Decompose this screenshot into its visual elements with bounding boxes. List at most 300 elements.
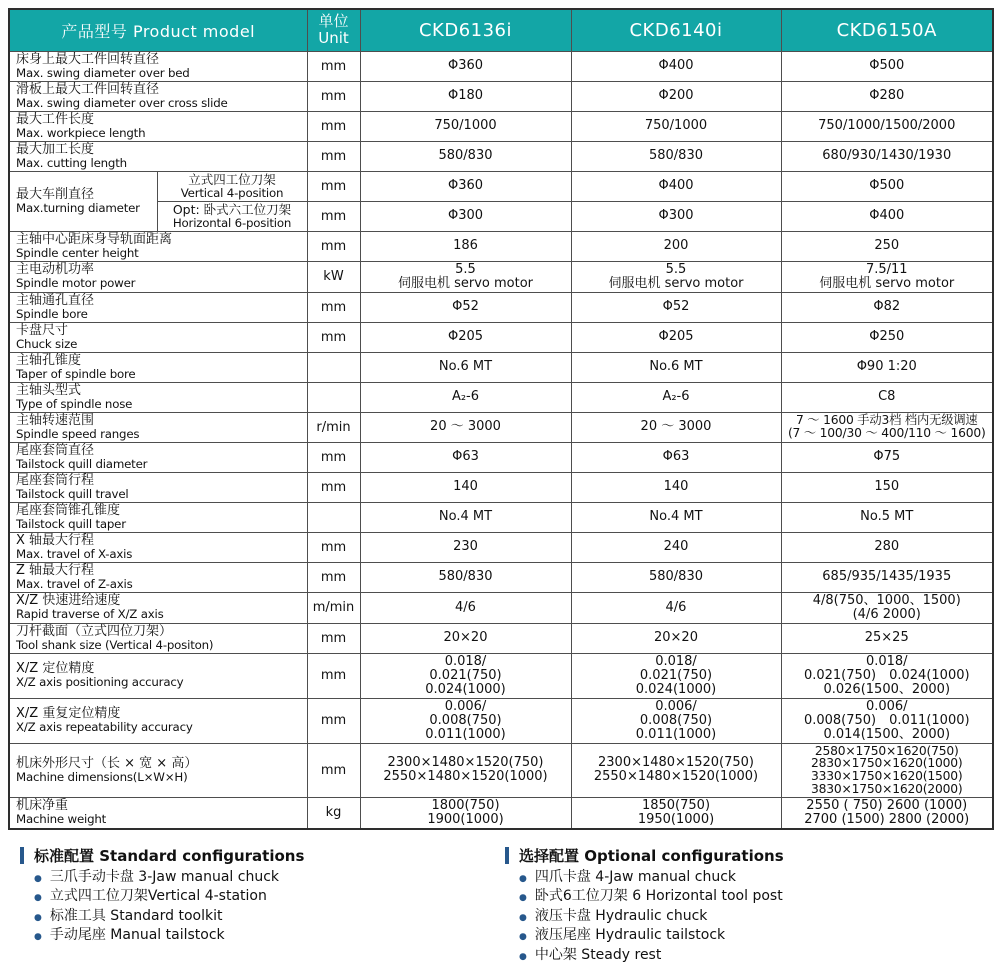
label-en: X/Z axis repeatability accuracy <box>16 720 193 734</box>
value-cell <box>571 201 781 231</box>
value-line: 7.5/11 <box>865 261 908 277</box>
bullet-icon: ● <box>34 893 42 904</box>
value-cell <box>781 322 993 352</box>
value-line: 2550×1480×1520(1000) <box>593 769 759 785</box>
value-line: 2550 ( 750) 2600 (1000) <box>806 797 968 813</box>
value-line: 20×20 <box>443 630 488 645</box>
value-cell <box>781 201 993 231</box>
row-label <box>9 653 307 698</box>
label-en: Max. travel of Z-axis <box>16 576 133 591</box>
row-sublabel <box>157 171 307 201</box>
value-line: 20 ～ 3000 <box>430 419 501 434</box>
list-item <box>34 869 505 889</box>
table-row <box>9 171 993 201</box>
table-row <box>9 201 993 231</box>
label-en: Max. workpiece length <box>16 125 146 140</box>
label-cn: 机床净重 <box>16 798 69 814</box>
value-line: Φ52 <box>452 299 479 314</box>
product-model-header: 产品型号 Product model <box>9 9 307 51</box>
value-line: 680/930/1430/1930 <box>822 148 952 163</box>
label-cn: X/Z 重复定位精度 <box>16 706 121 721</box>
unit-header <box>307 9 360 51</box>
standard-configurations-list <box>20 869 505 947</box>
label-cn: 机床外形尺寸（长 × 宽 × 高） <box>16 755 198 771</box>
value-line: 0.011(1000) <box>635 726 717 742</box>
row-label <box>9 141 307 171</box>
value-cell <box>360 51 571 81</box>
unit-cell: mm <box>307 141 360 171</box>
value-cell <box>571 743 781 797</box>
label-cn: 尾座套筒直径 <box>16 442 95 458</box>
table-row <box>9 81 993 111</box>
label-cn: 主电动机功率 <box>16 262 95 277</box>
label-cn: 主轴孔锥度 <box>16 352 82 368</box>
label-en: Max. swing diameter over bed <box>16 65 190 80</box>
value-line: 2550×1480×1520(1000) <box>383 769 548 785</box>
value-line: No.6 MT <box>438 359 493 374</box>
value-line: 2830×1750×1620(1000) <box>811 756 963 771</box>
value-cell <box>360 261 571 292</box>
value-cell <box>781 653 993 698</box>
table-row <box>9 797 993 829</box>
bullet-icon: ● <box>519 912 527 923</box>
table-row <box>9 623 993 653</box>
model-header-ckd6136i: CKD6136i <box>360 9 571 51</box>
label-cn: 最大工件长度 <box>16 111 95 127</box>
label-en: Taper of spindle bore <box>16 366 136 381</box>
value-cell <box>781 352 993 382</box>
bullet-icon: ● <box>519 893 527 904</box>
row-label <box>9 231 307 261</box>
row-label <box>9 51 307 81</box>
value-line: Φ75 <box>873 449 901 464</box>
value-cell <box>571 51 781 81</box>
value-cell <box>360 653 571 698</box>
value-cell <box>571 562 781 592</box>
table-row <box>9 532 993 562</box>
value-line: A₂-6 <box>662 389 690 404</box>
unit-cell: mm <box>307 532 360 562</box>
spec-table <box>8 8 994 830</box>
value-line: Φ300 <box>447 208 484 223</box>
value-cell <box>571 698 781 743</box>
value-line: 580/830 <box>648 569 703 584</box>
table-row <box>9 292 993 322</box>
unit-cell: mm <box>307 472 360 502</box>
value-line: 150 <box>874 479 900 494</box>
value-cell <box>360 81 571 111</box>
value-line: Φ52 <box>662 299 690 314</box>
value-cell <box>571 412 781 442</box>
label-en: Max. cutting length <box>16 155 127 170</box>
value-cell <box>360 797 571 829</box>
value-line: 5.5 <box>665 261 687 277</box>
value-cell <box>781 472 993 502</box>
value-cell <box>781 698 993 743</box>
label-cn: 最大加工长度 <box>16 141 95 157</box>
row-label <box>9 502 307 532</box>
value-line: Φ180 <box>447 88 484 103</box>
value-cell <box>571 592 781 623</box>
label-en: Horizontal 6-position <box>172 215 292 230</box>
label-en: Machine dimensions(L×W×H) <box>16 769 188 784</box>
value-line: 伺服电机 servo motor <box>608 275 744 291</box>
value-cell <box>781 592 993 623</box>
value-line: 0.008(750) <box>429 712 502 728</box>
optional-configurations-title <box>505 845 1000 866</box>
value-line: 0.008(750) <box>639 712 713 728</box>
value-cell <box>360 231 571 261</box>
list-item-label: 四爪卡盘 4-Jaw manual chuck <box>534 868 737 885</box>
list-item-label: 中心架 Steady rest <box>534 946 662 963</box>
section-bar-icon <box>20 847 24 864</box>
row-label <box>9 623 307 653</box>
value-line: 3830×1750×1620(2000) <box>811 781 963 796</box>
label-cn: 尾座套筒锥孔锥度 <box>16 502 121 518</box>
value-line: 0.018/ <box>865 653 908 669</box>
value-line: A₂-6 <box>451 389 480 404</box>
unit-cell <box>307 352 360 382</box>
value-cell <box>571 261 781 292</box>
value-line: 0.024(1000) <box>635 681 717 697</box>
row-label <box>9 111 307 141</box>
value-line: 250 <box>874 238 900 253</box>
optional-configurations-list <box>505 869 1000 966</box>
spec-sheet-page <box>0 8 1000 963</box>
value-line: Φ500 <box>869 178 905 193</box>
label-en: Chuck size <box>16 336 78 351</box>
value-line: Φ90 1:20 <box>856 359 917 374</box>
label-en: Machine weight <box>16 812 107 827</box>
label-en: Tailstock quill travel <box>16 486 129 501</box>
label-en: Tailstock quill diameter <box>16 456 148 471</box>
value-cell <box>781 743 993 797</box>
value-line: Φ400 <box>869 208 905 223</box>
row-label <box>9 292 307 322</box>
value-line: Φ63 <box>452 449 479 464</box>
value-line: 1800(750) <box>431 797 500 813</box>
list-item <box>519 927 1000 947</box>
table-row <box>9 111 993 141</box>
table-row <box>9 562 993 592</box>
value-cell <box>571 653 781 698</box>
unit-header-cn: 单位 <box>318 12 349 31</box>
value-line: 0.006/ <box>655 698 697 714</box>
table-row <box>9 653 993 698</box>
value-line: 750/1000/1500/2000 <box>818 118 956 133</box>
table-row <box>9 412 993 442</box>
value-cell <box>360 442 571 472</box>
unit-cell <box>307 502 360 532</box>
list-item <box>34 888 505 908</box>
value-line: 240 <box>663 539 689 554</box>
label-en: Vertical 4-position <box>180 185 284 200</box>
value-line: 0.018/ <box>444 653 487 669</box>
label-en: Rapid traverse of X/Z axis <box>16 607 164 621</box>
value-line: Φ400 <box>658 178 694 193</box>
value-line: 20 ～ 3000 <box>640 419 712 434</box>
list-item <box>519 947 1000 966</box>
value-line: 580/830 <box>438 569 493 584</box>
list-item-label: 卧式6工位刀架 6 Horizontal tool post <box>534 888 783 905</box>
standard-configurations <box>20 845 505 966</box>
value-cell <box>781 261 993 292</box>
value-cell <box>571 171 781 201</box>
list-item <box>34 927 505 947</box>
value-line: 230 <box>453 539 478 554</box>
unit-cell: mm <box>307 743 360 797</box>
bullet-icon: ● <box>519 873 527 884</box>
label-cn: 主轴中心距床身导轨面距离 <box>16 231 173 247</box>
label-cn: 主轴头型式 <box>16 382 82 398</box>
value-line: Φ205 <box>658 329 694 344</box>
bullet-icon: ● <box>34 873 42 884</box>
value-line: 2700 (1500) 2800 (2000) <box>804 811 970 827</box>
value-cell <box>781 141 993 171</box>
unit-cell: mm <box>307 442 360 472</box>
unit-header-en: Unit <box>318 29 349 48</box>
value-line: 580/830 <box>648 148 703 163</box>
value-cell <box>360 352 571 382</box>
value-cell <box>360 382 571 412</box>
list-item-label: 手动尾座 Manual tailstock <box>49 927 225 944</box>
header-row <box>9 9 993 51</box>
value-line: (4/6 2000) <box>852 606 921 622</box>
value-line: 4/6 <box>665 599 687 615</box>
value-line: 140 <box>453 479 478 494</box>
label-cn: Z 轴最大行程 <box>16 562 95 578</box>
label-cn: 卡盘尺寸 <box>16 322 69 338</box>
value-line: 580/830 <box>438 148 493 163</box>
unit-cell: mm <box>307 171 360 201</box>
row-label <box>9 592 307 623</box>
value-line: 0.024(1000) <box>425 681 506 697</box>
value-cell <box>571 141 781 171</box>
unit-cell: kg <box>307 797 360 829</box>
value-line: Φ205 <box>447 329 484 344</box>
value-line: 1900(1000) <box>427 811 504 827</box>
unit-cell: mm <box>307 81 360 111</box>
label-cn: X 轴最大行程 <box>16 532 95 548</box>
value-cell <box>360 111 571 141</box>
row-label <box>9 743 307 797</box>
unit-cell: mm <box>307 292 360 322</box>
table-row <box>9 472 993 502</box>
value-cell <box>360 322 571 352</box>
table-row <box>9 442 993 472</box>
value-line: Φ82 <box>873 299 901 314</box>
value-line: 0.008(750) 0.011(1000) <box>803 712 970 728</box>
standard-configurations-title-text: 标准配置 Standard configurations <box>34 846 305 865</box>
label-cn: 主轴转速范围 <box>16 412 95 428</box>
spec-table-body <box>9 51 993 829</box>
value-line: 伺服电机 servo motor <box>397 275 534 291</box>
value-cell <box>571 797 781 829</box>
bullet-icon: ● <box>519 932 527 943</box>
value-line: 140 <box>663 479 689 494</box>
value-cell <box>781 797 993 829</box>
row-label <box>9 797 307 829</box>
label-en: Type of spindle nose <box>16 396 133 411</box>
label-cn: X/Z 快速进给速度 <box>16 593 121 608</box>
value-cell <box>571 472 781 502</box>
configurations-section <box>20 845 1000 966</box>
spec-table-header <box>9 9 993 51</box>
label-en: Tool shank size (Vertical 4-positon) <box>16 637 214 652</box>
value-line: 0.006/ <box>865 698 908 714</box>
value-cell <box>571 502 781 532</box>
row-label <box>9 698 307 743</box>
list-item <box>519 869 1000 889</box>
label-en: Max. swing diameter over cross slide <box>16 95 228 110</box>
value-line: 0.026(1500、2000) <box>823 681 951 697</box>
value-line: 0.011(1000) <box>425 726 506 742</box>
value-cell <box>360 292 571 322</box>
bullet-icon: ● <box>34 912 42 923</box>
value-line: 0.021(750) 0.024(1000) <box>803 667 970 683</box>
unit-cell: mm <box>307 231 360 261</box>
table-row <box>9 502 993 532</box>
table-row <box>9 352 993 382</box>
value-line: Φ280 <box>869 88 905 103</box>
row-label <box>9 322 307 352</box>
value-line: 1850(750) <box>641 797 711 813</box>
value-line: 2300×1480×1520(750) <box>598 755 754 771</box>
value-cell <box>781 532 993 562</box>
table-row <box>9 261 993 292</box>
value-cell <box>781 51 993 81</box>
value-cell <box>360 562 571 592</box>
row-label <box>9 352 307 382</box>
value-line: Φ250 <box>869 329 905 344</box>
row-sublabel <box>157 201 307 231</box>
value-line: (7 ～ 100/30 ～ 400/110 ～ 1600) <box>787 426 986 440</box>
value-line: 685/935/1435/1935 <box>822 569 952 584</box>
value-cell <box>781 623 993 653</box>
bullet-icon: ● <box>519 951 527 962</box>
value-line: 280 <box>874 539 900 554</box>
value-line: 200 <box>663 238 689 253</box>
value-cell <box>360 502 571 532</box>
bullet-icon: ● <box>34 932 42 943</box>
label-cn: Opt: 卧式六工位刀架 <box>172 201 292 217</box>
row-label <box>9 81 307 111</box>
value-line: 0.018/ <box>655 653 697 669</box>
label-en: Spindle motor power <box>16 276 136 290</box>
unit-cell: mm <box>307 623 360 653</box>
list-item-label: 液压卡盘 Hydraulic chuck <box>534 907 708 924</box>
value-cell <box>781 442 993 472</box>
unit-cell: r/min <box>307 412 360 442</box>
value-line: Φ360 <box>447 58 484 73</box>
value-line: 750/1000 <box>434 118 497 133</box>
label-cn: 尾座套筒行程 <box>16 472 95 488</box>
table-row <box>9 592 993 623</box>
value-cell <box>781 502 993 532</box>
table-row <box>9 51 993 81</box>
unit-cell: mm <box>307 201 360 231</box>
section-bar-icon <box>505 847 509 864</box>
value-cell <box>781 292 993 322</box>
value-line: Φ500 <box>869 58 905 73</box>
list-item-label: 液压尾座 Hydraulic tailstock <box>534 927 726 944</box>
value-cell <box>571 623 781 653</box>
row-label <box>9 442 307 472</box>
label-en: Tailstock quill taper <box>16 516 126 531</box>
label-cn: 最大车削直径 <box>16 186 95 202</box>
model-header-ckd6140i: CKD6140i <box>571 9 781 51</box>
value-line: 186 <box>453 238 478 253</box>
value-line: 0.021(750) <box>429 667 502 683</box>
unit-cell: mm <box>307 51 360 81</box>
value-line: 0.021(750) <box>639 667 713 683</box>
value-cell <box>781 231 993 261</box>
unit-cell: mm <box>307 653 360 698</box>
value-cell <box>360 623 571 653</box>
row-label <box>9 532 307 562</box>
row-label <box>9 382 307 412</box>
unit-cell <box>307 382 360 412</box>
table-row <box>9 322 993 352</box>
value-cell <box>360 141 571 171</box>
label-en: Spindle center height <box>16 245 139 260</box>
value-cell <box>571 352 781 382</box>
value-line: Φ200 <box>658 88 694 103</box>
value-cell <box>360 592 571 623</box>
label-cn: 床身上最大工件回转直径 <box>16 51 160 67</box>
value-line: 20×20 <box>654 630 698 645</box>
value-cell <box>571 442 781 472</box>
standard-configurations-title <box>20 845 505 866</box>
table-row <box>9 382 993 412</box>
value-cell <box>571 322 781 352</box>
row-label <box>9 562 307 592</box>
row-label <box>9 261 307 292</box>
list-item <box>519 908 1000 928</box>
list-item <box>519 888 1000 908</box>
label-en: Max. travel of X-axis <box>16 546 133 561</box>
optional-configurations <box>505 845 1000 966</box>
value-line: 1950(1000) <box>637 811 715 827</box>
unit-cell: m/min <box>307 592 360 623</box>
value-line: Φ400 <box>658 58 694 73</box>
value-line: 4/8(750、1000、1500) <box>812 592 961 608</box>
table-row <box>9 141 993 171</box>
label-cn: 立式四工位刀架 <box>188 171 276 187</box>
label-en: X/Z axis positioning accuracy <box>16 675 184 689</box>
value-cell <box>781 111 993 141</box>
list-item <box>34 908 505 928</box>
table-row <box>9 231 993 261</box>
value-line: 2580×1750×1620(750) <box>814 743 959 758</box>
value-cell <box>571 81 781 111</box>
value-cell <box>360 698 571 743</box>
value-cell <box>781 382 993 412</box>
value-cell <box>360 532 571 562</box>
value-cell <box>360 412 571 442</box>
value-line: 0.014(1500、2000) <box>823 726 951 742</box>
value-cell <box>781 562 993 592</box>
value-line: 7 ～ 1600 手动3档 档内无级调速 <box>795 413 978 428</box>
value-cell <box>571 231 781 261</box>
model-header-ckd6150a: CKD6150A <box>781 9 993 51</box>
value-line: 4/6 <box>455 599 476 615</box>
table-row <box>9 743 993 797</box>
label-cn: 滑板上最大工件回转直径 <box>16 81 160 97</box>
unit-cell: mm <box>307 322 360 352</box>
value-line: C8 <box>878 389 896 404</box>
label-cn: X/Z 定位精度 <box>16 661 95 676</box>
